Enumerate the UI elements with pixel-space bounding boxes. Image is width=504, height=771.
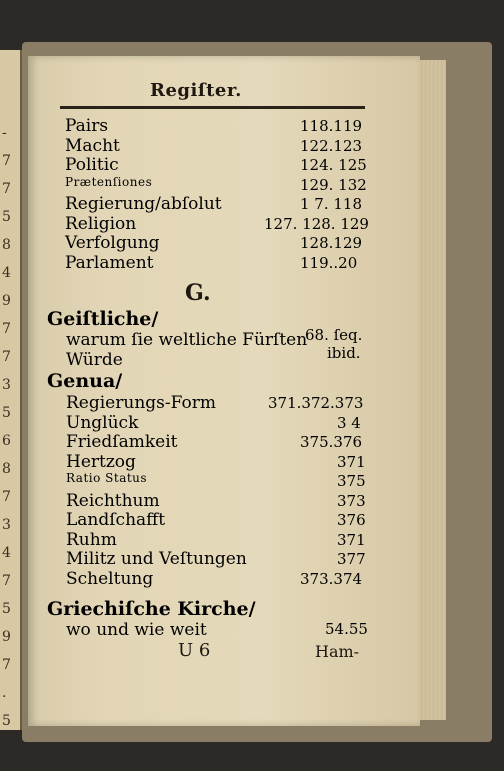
entry-heading: Griechiſche Kirche/	[47, 598, 256, 620]
index-term: Friedſamkeit	[66, 432, 178, 452]
left-page-fragment: 7	[2, 489, 11, 505]
catchword: Ham-	[315, 642, 360, 661]
page-stack-edge	[420, 60, 446, 720]
header-rule	[60, 106, 365, 109]
index-pages: 371.372.373	[268, 394, 364, 412]
index-term: Unglück	[66, 412, 139, 433]
left-page-fragment: 3	[2, 517, 11, 533]
index-term: Verfolgung	[65, 233, 160, 253]
index-term: Macht	[65, 135, 120, 156]
index-term: Regierung/abſolut	[65, 194, 222, 214]
entry-heading: Genua/	[47, 370, 123, 392]
index-pages: 68. ſeq.	[305, 326, 363, 344]
page-header: Regiſter.	[150, 80, 242, 101]
left-page-fragment: 4	[2, 265, 11, 281]
index-pages: 128.129	[300, 234, 363, 252]
index-term: Regierungs-Form	[66, 393, 216, 413]
index-pages: 54.55	[325, 620, 368, 638]
left-page-fragment: 6	[2, 433, 11, 449]
sub-term: warum ſie weltliche Fürſten	[66, 330, 308, 350]
left-page-fragment: 5	[2, 405, 11, 421]
left-page-fragment: 3	[2, 377, 11, 393]
index-term: Pairs	[65, 116, 109, 136]
left-page-fragment: 5	[2, 209, 11, 225]
left-page-fragment: 5	[2, 601, 11, 617]
index-term: Politic	[65, 155, 119, 175]
index-term: Prætenſiones	[65, 174, 153, 189]
left-page-fragment: 7	[2, 349, 11, 365]
index-term: Landſchafft	[66, 510, 166, 530]
index-pages: 371	[337, 530, 366, 549]
index-pages: 373	[337, 491, 366, 510]
index-term: Religion	[65, 213, 137, 234]
index-pages: 3 4	[337, 413, 361, 432]
left-page-fragment: .	[2, 685, 7, 701]
index-pages: 375.376	[300, 433, 363, 451]
left-page-fragment: 7	[2, 181, 11, 197]
left-page-fragment: 9	[2, 629, 11, 645]
left-page-fragment: 9	[2, 293, 11, 309]
left-page-fragment: 7	[2, 321, 11, 337]
left-page-edge	[0, 50, 22, 730]
section-letter: G.	[185, 280, 211, 306]
index-term: Ruhm	[66, 529, 117, 550]
index-pages: 122.123	[300, 136, 363, 155]
index-pages: 376	[337, 511, 366, 529]
index-pages: 124. 125	[300, 156, 367, 174]
left-page-fragment: 5	[2, 713, 11, 729]
left-page-fragment: 7	[2, 657, 11, 673]
left-page-fragment: 4	[2, 545, 11, 561]
index-term: Militz und Veſtungen	[66, 549, 247, 569]
index-term: Scheltung	[66, 568, 154, 589]
index-pages: 127. 128. 129	[264, 214, 369, 233]
index-term: Parlament	[65, 252, 154, 273]
index-term: Hertzog	[66, 451, 136, 472]
left-page-fragment: 8	[2, 461, 11, 477]
index-pages: 129. 132	[300, 175, 367, 194]
sub-term: Würde	[66, 350, 123, 370]
left-page-fragment: -	[2, 125, 7, 141]
index-pages: 1 7. 118	[300, 195, 363, 213]
index-term: Reichthum	[66, 490, 160, 511]
index-pages: 373.374	[300, 569, 363, 588]
signature-mark: U 6	[178, 640, 211, 661]
index-pages: 377	[337, 550, 366, 568]
left-page-fragment: 8	[2, 237, 11, 253]
index-pages: 371	[337, 452, 366, 471]
index-pages: 119..20	[300, 253, 358, 272]
entry-heading: Geiſtliche/	[47, 308, 159, 330]
index-pages: ibid.	[327, 344, 361, 362]
index-pages: 375	[337, 472, 366, 490]
sub-term: wo und wie weit	[66, 620, 207, 640]
left-page-fragment: 7	[2, 573, 11, 589]
index-term: Ratio Status	[66, 471, 148, 485]
left-page-fragment: 7	[2, 153, 11, 169]
index-pages: 118.119	[300, 117, 363, 135]
